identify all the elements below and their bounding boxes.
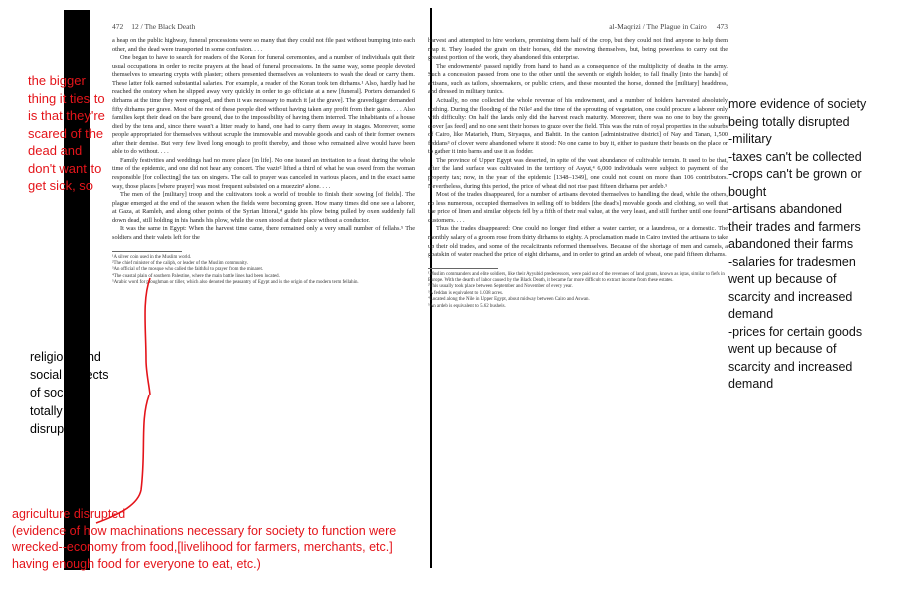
right-paragraph: The endowments¹ passed rapidly from hand to hand as a consequence of the multiplicity of deaths in the army. Such a concession passed from one to the other until the seventh or eighth holder, to fall finally [into the hands] of artisans, such as tailors, shoemakers, or public criers, and these mounted the horse, donned the [military] headdress, and dressed in military tunics. — [428, 62, 728, 96]
right-footnote: ³A feddan is equivalent to 1.038 acres. — [428, 290, 504, 296]
left-footnote: ³An official of the mosque who called the faithful to prayer from the minaret. — [112, 267, 264, 273]
annotation-line: abandoned their farms — [728, 237, 854, 251]
annotation-line: get sick, so — [28, 178, 94, 194]
annotation-line: of society — [30, 385, 83, 400]
annotation-line: their trades and farmers — [728, 219, 861, 234]
left-page — [112, 22, 415, 286]
right-footnote: ²This usually took place between September and November of every year. — [428, 284, 573, 290]
footnote-rule — [428, 268, 498, 269]
annotation-fear-of-dead — [28, 72, 138, 195]
left-footnote: ²The chief minister of the caliph, or leader of the Muslim community. — [112, 260, 249, 266]
annotation-line: religious and — [30, 350, 101, 364]
left-paragraph: Family festivities and weddings had no more place [in life]. No one issued an invitation to a feast during the whole time of the epidemic, and one did not hear any concert. The vazir² lifted a third of what he was owed from the woman responsible [for collecting] the tax on singers. The call to prayer was canceled in various places, and in the exact same way, those places [where prayer] was most frequent subsisted on a muezzin³ alone. . . . — [112, 156, 415, 190]
annotation-line: demand — [728, 377, 774, 391]
red-bracket-upper — [145, 278, 150, 395]
annotation-line: (evidence of how machinations necessary for society to function were — [12, 523, 397, 538]
right-footnote: ¹Muslim commanders and elite soldiers, like their Ayyubid predecessors, were paid out of the revenues of land grants, known as iqtas, similar to fiefs in Europe. With the dearth of labor caused by the Black Death, it became far more difficult to extract income from these estates. — [428, 271, 725, 283]
left-paragraph: One began to have to search for readers of the Koran for funeral ceremonies, and a number of individuals quit their usual occupations in order to recite prayers at the head of funeral processions. In the same way, some people devoted themselves to smearing crypts with plaster; others presented themselves as volunteers to wash the dead or carry them. These latter folk earned substantial salaries. For example, a reader of the Koran took ten dirhams.¹ Also, hardly had he reached the oratory when he slipped away very quickly in order to go officiate at a new [funeral]. Porters demanded 6 dirhams at the time they were engaged, and then it was necessary to match it [at the grave]. The gravedigger demanded fifty dirhams per grave. Most of the rest of these people died without having taken any profit from their gains. . . . Also families kept their dead on the bare ground, due to the impossibility of having them interred. The inhabitants of a house died by the tens and, since there wasn't a litter ready to hand, one had to carry them away in stages. Moreover, some people appropriated for themselves without scruple the immovable and movable goods and cash of their former owners after their demise. But very few lived long enough to profit thereby, and those who remained alive would have been able to do without. . . . — [112, 54, 415, 156]
annotation-line: dead and — [28, 143, 83, 159]
right-section-title: al-Maqrizi / The Plague in Cairo — [609, 22, 707, 31]
left-paragraph: It was the same in Egypt: When the harvest time came, there remained only a very small number of fellahs.⁵ The soldiers and their valets left for the — [112, 225, 415, 241]
right-paragraph: The province of Upper Egypt was deserted, in spite of the vast abundance of cultivable terrain. It used to be that, after the land surface was cultivated in the territory of Asyut,⁴ 6,000 individuals were subject to payment of the property tax; now, in the year of the epidemic [1348–1349], one could not count on more than 106 contributors. Nevertheless, during this period, the price of wheat did not rise past fifteen dirhams per ardeb.⁵ — [428, 156, 728, 190]
annotation-line: wrecked--economy from food,[livelihood for farmers, merchants, etc.] — [12, 540, 393, 555]
right-footnote: ⁴Located along the Nile in Upper Egypt, about midway between Cairo and Aswan. — [428, 297, 590, 303]
right-footnote: ⁵An ardeb is equivalent to 5.62 bushels. — [428, 303, 506, 309]
left-footnote: ¹A silver coin used in the Muslim world. — [112, 254, 192, 260]
annotation-agriculture-disrupted — [12, 506, 396, 573]
annotation-line: bought — [728, 184, 767, 199]
annotation-line: social aspects — [30, 367, 109, 382]
right-page — [428, 22, 728, 310]
annotation-line: -artisans abandoned — [728, 202, 842, 216]
annotation-line: -taxes can't be collected — [728, 149, 862, 164]
annotation-line: scared of the — [28, 125, 104, 141]
annotation-society-disrupted — [728, 96, 912, 394]
annotation-line: the bigger — [28, 73, 86, 88]
annotation-line: is that they're — [28, 108, 105, 124]
left-running-head — [112, 22, 415, 31]
annotation-line: being totally disrupted — [728, 114, 850, 129]
annotation-line: more evidence of society — [728, 97, 867, 111]
right-paragraph: Most of the trades disappeared, for a number of artisans devoted themselves to handling the dead, while the others, no less numerous, occupied themselves in selling off to bidders [the dead's] movable goods and clothing, so well that the price of linen and similar objects fell by a fifth of their real value, at the very least, and still further until one found customers. . . . — [428, 191, 728, 224]
annotation-line: -salaries for tradesmen — [728, 254, 856, 269]
annotation-line: -military — [728, 132, 772, 146]
annotation-line: having enough food for everyone to eat, etc.) — [12, 556, 261, 571]
annotation-line: went up because of — [728, 342, 837, 356]
left-footnote: ⁴The coastal plain of southern Palestine, where the main battle lines had been located. — [112, 273, 280, 279]
annotation-line: went up because of — [728, 272, 837, 286]
annotation-line: totally — [30, 403, 63, 418]
annotation-line: scarcity and increased — [728, 289, 853, 304]
left-footnote: ⁵Arabic word for ploughman or tiller, which also denoted the peasantry of Egypt and is the origin of the modern term fellahin. — [112, 280, 359, 285]
annotation-line: agriculture disrupted — [12, 507, 126, 521]
right-paragraph: Actually, no one collected the whole revenue of his endowment, and a number of holders harvested absolutely nothing. During the flooding of the Nile² and the time of the sprouting of vegetation, one could procure a laborer only with difficulty: On half the lands only did the harvest reach maturity. Moreover, there was no one to buy the green clover [as feed] and no one sent their horses to graze over the field. This was the ruin of royal properties in the suburbs of Cairo, like Matarieh, Hum, Siryaqus, and Bahtit. In the canton [administrative district] of Nay and Tanan, 1,500 feddans³ of clover were abandoned where it stood: No one came to buy it, either to pasture their beasts on the place or to gather it into barns and use it as fodder. — [428, 96, 728, 156]
annotation-line: don't want to — [28, 160, 102, 176]
right-paragraph: harvest and attempted to hire workers, promising them half of the crop, but they could not find anyone to help them reap it. They loaded the grain on their horses, did the mowing themselves, but, being powerless to carry out the greatest portion of the work, they abandoned this enterprise. — [428, 37, 728, 62]
left-section-title: 12 / The Black Death — [131, 22, 196, 31]
annotation-line: demand — [728, 307, 774, 321]
annotation-line: scarcity and increased — [728, 359, 853, 374]
left-paragraph: a heap on the public highway, funeral processions were so many that they could not file past without bumping into each other, and the dead were transported in some confusion. . . . — [112, 37, 415, 53]
annotation-line: thing it ties to — [28, 90, 105, 106]
annotation-line: -prices for certain goods — [728, 324, 863, 339]
annotation-religious-social — [30, 349, 109, 438]
annotation-line: disrupted — [30, 421, 82, 436]
right-paragraph: Thus the trades disappeared: One could no longer find either a water carrier, or a laundress, or a domestic. The monthly salary of a groom rose from thirty dirhams to eighty. A proclamation made in Cairo invited the artisans to take up their old trades, and some of the recalcitrants reformed themselves. Because of the shortage of men and camels, a goatskin of water reached the price of eight dirhams, and in order to grind an ardeb of wheat, one paid fifteen dirhams. — [428, 225, 728, 259]
left-paragraph: The men of the [military] troop and the cultivators took a world of trouble to finish their sowing [of fields]. The plague emerged at the end of the season when the fields were becoming green. How many times did one see a laborer, at Gaza, at Ramleh, and along other points of the Syrian littoral,⁴ guide his plow being pulled by oxen suddenly fall down dead, still holding in his hands his plow, while the oxen stood at their place without a conductor. — [112, 191, 415, 224]
annotation-line: -crops can't be grown or — [728, 167, 862, 181]
left-page-number: 472 — [112, 22, 124, 31]
right-running-head — [428, 22, 728, 31]
footnote-rule — [112, 251, 182, 252]
right-page-number: 473 — [716, 22, 728, 31]
